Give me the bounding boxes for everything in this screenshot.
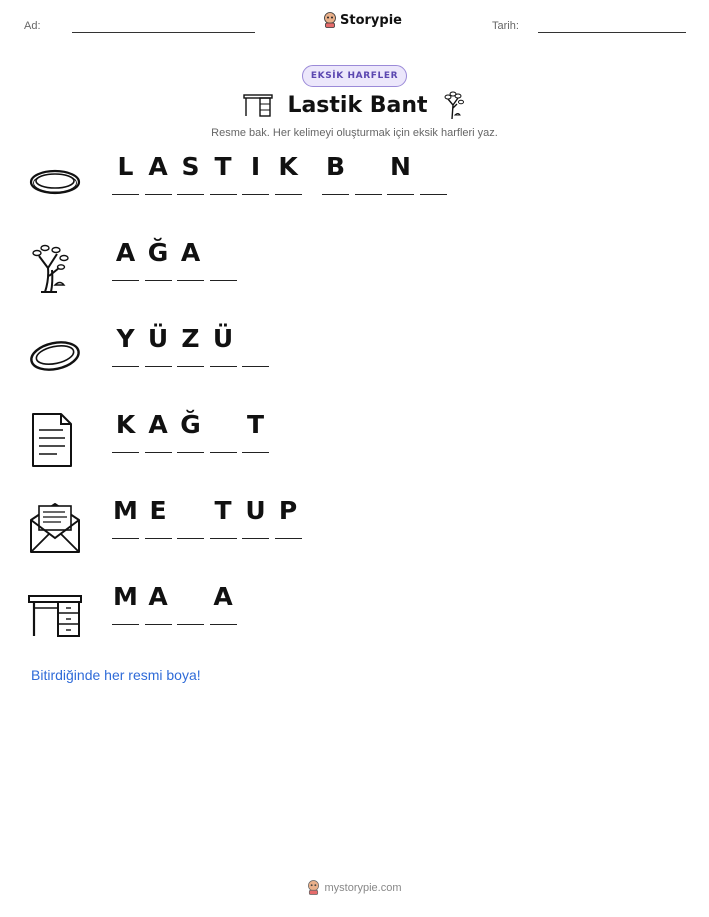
letter: Ü (147, 324, 169, 353)
letter-underline (177, 538, 204, 539)
letter: T (246, 410, 265, 439)
letter-underline (210, 366, 237, 367)
letter: U (245, 496, 266, 525)
date-line (538, 32, 686, 33)
letter (355, 150, 382, 184)
blank-letter-slot[interactable] (242, 322, 269, 382)
coloring-instruction: Bitirdiğinde her resmi boya! (31, 667, 201, 683)
letter: Ğ (180, 410, 201, 439)
word-row (0, 148, 709, 218)
letter-slot (112, 580, 139, 640)
letter-underline (275, 194, 302, 195)
letter-underline (242, 366, 269, 367)
tree-icon (442, 90, 466, 120)
letter-slot (112, 322, 139, 382)
letter-underline (210, 452, 237, 453)
letter: M (113, 496, 138, 525)
letter (242, 322, 269, 356)
letter: B (325, 152, 346, 181)
letter: A (115, 238, 136, 267)
word-row (0, 406, 709, 476)
letter: T (214, 496, 232, 525)
letter: S (181, 152, 200, 181)
blank-letter-slot[interactable] (355, 150, 382, 210)
letter-slot (275, 494, 302, 554)
page-title: Lastik Bant (287, 92, 428, 118)
letter-underline (420, 194, 447, 195)
letter-underline (355, 194, 382, 195)
letter-underline (210, 194, 237, 195)
letter-slot (242, 408, 269, 468)
letter-underline (112, 366, 139, 367)
letter-underline (112, 538, 139, 539)
letter-underline (242, 194, 269, 195)
letter: K (278, 152, 298, 181)
letter-underline (112, 194, 139, 195)
letter-slot (145, 408, 172, 468)
letter-underline (145, 366, 172, 367)
letter: A (148, 152, 168, 181)
letter-slot (210, 580, 237, 640)
letter-slot (112, 236, 139, 296)
blank-letter-slot[interactable] (177, 494, 204, 554)
brand-name: Storypie (340, 12, 402, 28)
letter-slot (242, 150, 269, 210)
letter-slot (387, 150, 414, 210)
word-row (0, 320, 709, 390)
letter-underline (112, 280, 139, 281)
desk-icon (243, 92, 273, 118)
letter: M (113, 582, 138, 611)
letter-underline (145, 624, 172, 625)
blank-letter-slot[interactable] (420, 150, 447, 210)
letter-slot (322, 150, 349, 210)
paper-icon (27, 412, 83, 468)
storypie-mascot-icon (323, 12, 337, 28)
letter-slot (112, 408, 139, 468)
letter-underline (242, 452, 269, 453)
letter: A (148, 582, 168, 611)
word-row (0, 578, 709, 648)
blank-letter-slot[interactable] (210, 408, 237, 468)
letter-slot (145, 322, 172, 382)
letter-underline (145, 194, 172, 195)
letter-underline (145, 452, 172, 453)
brand-logo (323, 12, 402, 28)
letter: K (115, 410, 136, 439)
letter-slot (275, 150, 302, 210)
letter: I (250, 152, 261, 181)
letter-underline (275, 538, 302, 539)
title-row (0, 90, 709, 120)
letter-underline (177, 280, 204, 281)
envelope-icon (27, 498, 83, 554)
letter: T (214, 152, 232, 181)
letter-slot (145, 236, 172, 296)
letter-slot (210, 494, 237, 554)
letter (210, 408, 237, 442)
letter (177, 494, 204, 528)
rubber-band-icon (27, 154, 83, 210)
blank-letter-slot[interactable] (210, 236, 237, 296)
letter-slot (210, 150, 237, 210)
letter-underline (177, 366, 204, 367)
name-line (72, 32, 255, 33)
letter-underline (145, 280, 172, 281)
worksheet-badge: EKSİK HARFLER (302, 65, 407, 87)
letter-underline (177, 624, 204, 625)
letter: Z (181, 324, 200, 353)
letter-underline (112, 452, 139, 453)
letter-slot (177, 150, 204, 210)
tree-icon (27, 240, 83, 296)
letter-slot (177, 408, 204, 468)
desk-icon (27, 584, 83, 640)
letter-slot (145, 494, 172, 554)
letter-slot (112, 494, 139, 554)
letter-underline (387, 194, 414, 195)
letter: P (278, 496, 298, 525)
letter: L (117, 152, 134, 181)
letter-underline (322, 194, 349, 195)
letter (210, 236, 237, 270)
footer (0, 880, 709, 895)
letter: Ü (212, 324, 234, 353)
letter (420, 150, 447, 184)
letter-underline (112, 624, 139, 625)
letter: A (213, 582, 233, 611)
word-row (0, 234, 709, 304)
date-label: Tarih: (492, 20, 519, 32)
letter-underline (210, 538, 237, 539)
letter-slot (210, 322, 237, 382)
letter: Y (116, 324, 135, 353)
letter-slot (242, 494, 269, 554)
storypie-mascot-icon (307, 880, 320, 895)
letter-underline (210, 624, 237, 625)
footer-site: mystorypie.com (324, 881, 402, 894)
blank-letter-slot[interactable] (177, 580, 204, 640)
name-label: Ad: (24, 20, 41, 32)
letter: A (180, 238, 201, 267)
letter-underline (210, 280, 237, 281)
letter-underline (177, 194, 204, 195)
word-row (0, 492, 709, 562)
letter-underline (145, 538, 172, 539)
letter: A (148, 410, 168, 439)
letter-slot (177, 322, 204, 382)
letter-slot (177, 236, 204, 296)
letter-slot (145, 580, 172, 640)
letter-slot (112, 150, 139, 210)
letter-underline (242, 538, 269, 539)
letter-slot (145, 150, 172, 210)
letter: E (149, 496, 167, 525)
letter-underline (177, 452, 204, 453)
instructions: Resme bak. Her kelimeyi oluşturmak için eksik harfleri yaz. (211, 127, 498, 139)
ring-icon (27, 326, 83, 382)
letter: Ğ (147, 238, 169, 267)
letter: N (390, 152, 411, 181)
letter (177, 580, 204, 614)
